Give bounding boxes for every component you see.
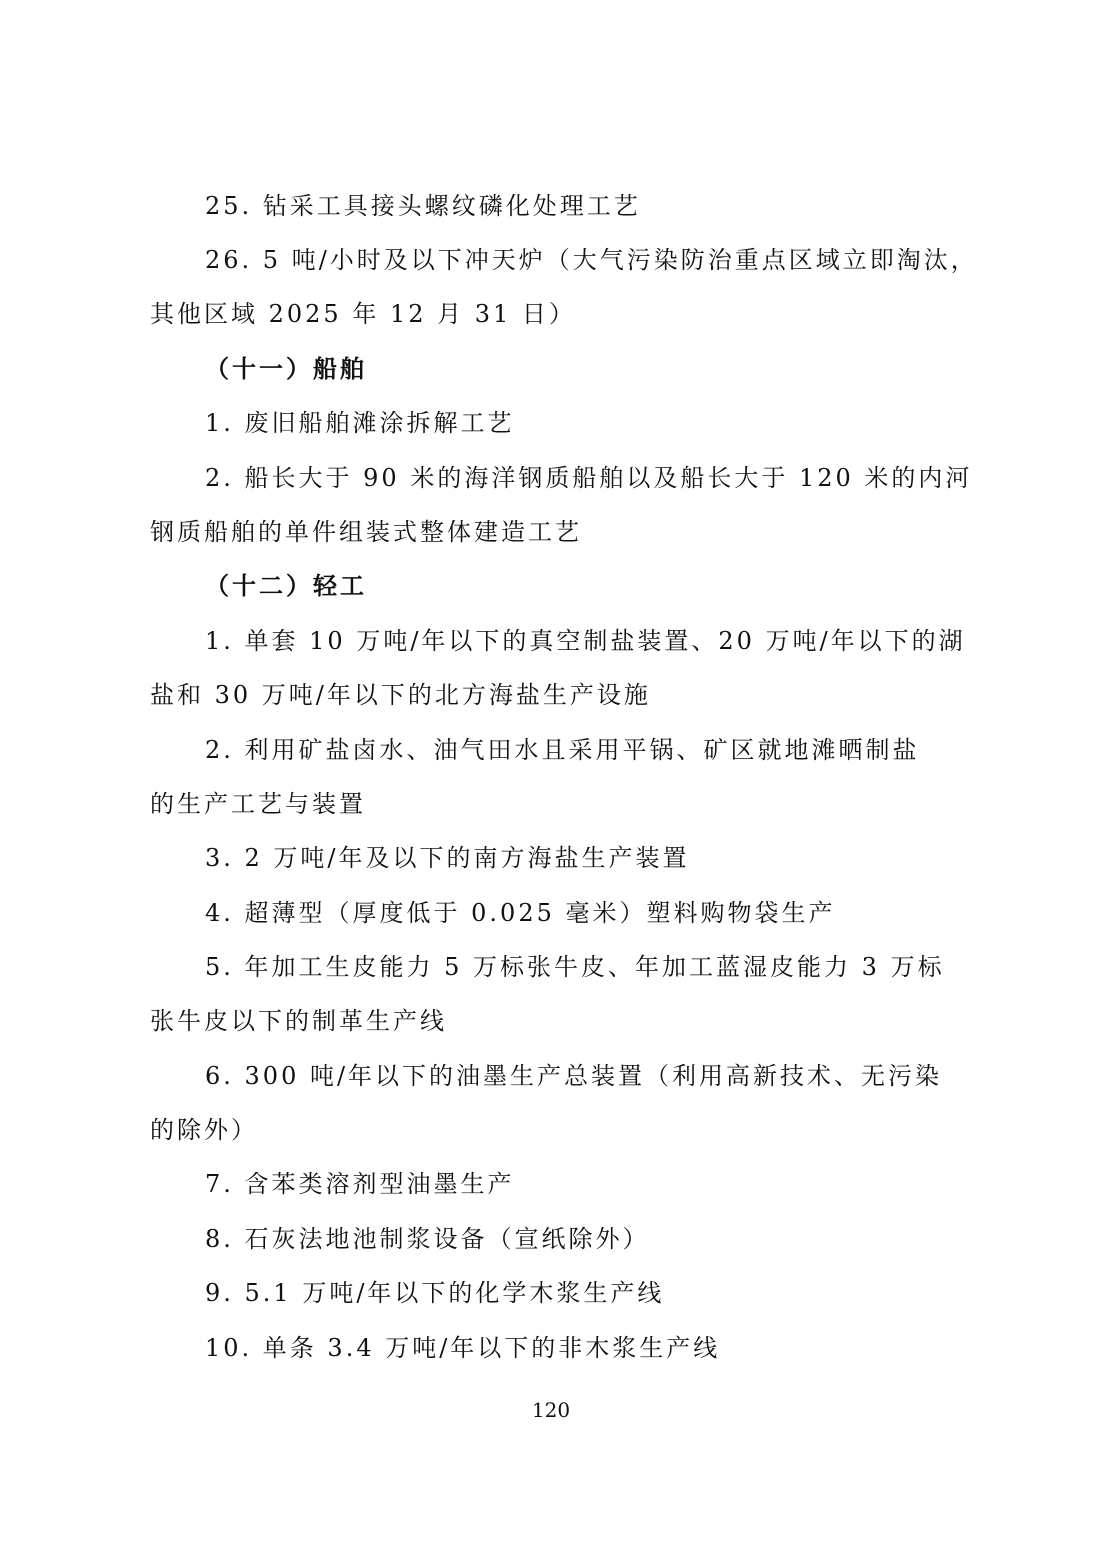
section-heading-light-industry: （十二）轻工 bbox=[205, 571, 367, 600]
list-item-25: 25. 钻采工具接头螺纹磷化处理工艺 bbox=[205, 192, 641, 220]
list-item-light-8: 8. 石灰法地池制浆设备（宣纸除外） bbox=[205, 1225, 650, 1253]
list-item-26: 26. 5 吨/小时及以下冲天炉（大气污染防治重点区域立即淘汰， bbox=[205, 246, 978, 274]
list-item-26-continued: 其他区域 2025 年 12 月 31 日） bbox=[150, 300, 576, 328]
page-number: 120 bbox=[531, 1398, 571, 1422]
section-heading-ships: （十一）船舶 bbox=[205, 354, 367, 383]
list-item-ships-2-continued: 钢质船舶的单件组装式整体建造工艺 bbox=[150, 518, 582, 546]
list-item-light-2-continued: 的生产工艺与装置 bbox=[150, 790, 366, 818]
list-item-light-6: 6. 300 吨/年以下的油墨生产总装置（利用高新技术、无污染 bbox=[205, 1062, 943, 1090]
list-item-light-6-continued: 的除外） bbox=[150, 1116, 258, 1144]
list-item-light-1-continued: 盐和 30 万吨/年以下的北方海盐生产设施 bbox=[150, 681, 651, 709]
list-item-light-5-continued: 张牛皮以下的制革生产线 bbox=[150, 1007, 447, 1035]
list-item-light-3: 3. 2 万吨/年及以下的南方海盐生产装置 bbox=[205, 844, 690, 872]
list-item-light-1: 1. 单套 10 万吨/年以下的真空制盐装置、20 万吨/年以下的湖 bbox=[205, 627, 966, 655]
list-item-light-2: 2. 利用矿盐卤水、油气田水且采用平锅、矿区就地滩晒制盐 bbox=[205, 736, 920, 764]
list-item-ships-2: 2. 船长大于 90 米的海洋钢质船舶以及船长大于 120 米的内河 bbox=[205, 464, 973, 492]
list-item-light-7: 7. 含苯类溶剂型油墨生产 bbox=[205, 1170, 515, 1198]
list-item-light-10: 10. 单条 3.4 万吨/年以下的非木浆生产线 bbox=[205, 1334, 721, 1362]
list-item-light-4: 4. 超薄型（厚度低于 0.025 毫米）塑料购物袋生产 bbox=[205, 899, 836, 927]
list-item-light-9: 9. 5.1 万吨/年以下的化学木浆生产线 bbox=[205, 1279, 665, 1307]
list-item-light-5: 5. 年加工生皮能力 5 万标张牛皮、年加工蓝湿皮能力 3 万标 bbox=[205, 953, 945, 981]
list-item-ships-1: 1. 废旧船舶滩涂拆解工艺 bbox=[205, 409, 515, 437]
